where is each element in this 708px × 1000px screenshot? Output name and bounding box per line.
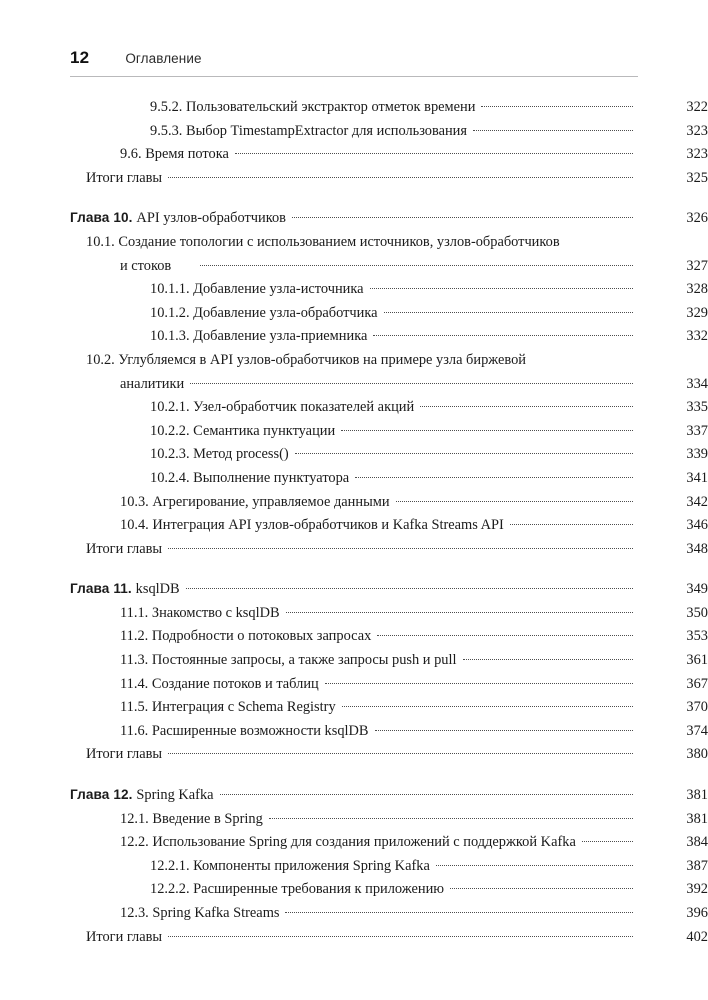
toc-entry-text — [120, 696, 336, 720]
dot-leader — [436, 865, 633, 866]
toc-entry-line — [120, 902, 638, 926]
toc-entry-title-cont: аналитики — [120, 375, 185, 392]
toc-entry-line-cont — [120, 255, 638, 279]
toc-entry-line-cont — [120, 373, 638, 397]
section-gap — [0, 767, 708, 783]
toc-entry-number: 10.1.3. — [150, 328, 194, 345]
toc-entry-title: Агрегирование, управляемое данными — [152, 493, 390, 510]
toc-entry-text — [150, 443, 289, 467]
toc-entry-title: Введение в Spring — [152, 810, 263, 827]
toc-entry-text — [120, 625, 371, 649]
toc-entry-number: 10.2.2. — [150, 422, 194, 439]
dot-leader — [200, 265, 633, 266]
toc-entry-title: Подробности о потоковых запросах — [151, 628, 372, 645]
toc-entry[interactable] — [105, 855, 708, 879]
toc-chapter-label: Глава 11. — [70, 581, 136, 597]
toc-entry-line — [120, 673, 638, 697]
toc-entry[interactable] — [86, 720, 708, 744]
toc-page-number: 367 — [686, 675, 708, 692]
toc-entry-title: Метод process() — [193, 446, 289, 463]
toc-page-number: 337 — [686, 422, 708, 439]
dot-leader — [220, 794, 633, 795]
toc-entry-title: Добавление узла-источника — [193, 281, 364, 298]
toc-entry[interactable] — [86, 538, 708, 562]
toc-page-number: 374 — [686, 722, 708, 739]
toc-entry[interactable] — [86, 602, 708, 626]
toc-entry-line — [150, 467, 638, 491]
toc-entry-line — [120, 491, 638, 515]
toc-entry-title: Создание топологии с использованием источников, узлов-обработчиков — [118, 233, 560, 250]
toc-entry-line — [70, 206, 638, 231]
toc-entry[interactable] — [86, 231, 708, 278]
toc-entry-number: 10.1.2. — [150, 304, 194, 321]
toc-entry-line — [150, 443, 638, 467]
toc-entry[interactable] — [86, 625, 708, 649]
toc-entry-text — [70, 206, 286, 231]
toc-entry-number: 12.2.2. — [150, 881, 194, 898]
toc-entry[interactable] — [86, 902, 708, 926]
toc-entry-line — [70, 577, 638, 602]
toc-entry-text — [150, 278, 364, 302]
dot-leader — [186, 588, 633, 589]
toc-entry-line — [120, 143, 638, 167]
toc-entry[interactable] — [86, 926, 708, 950]
toc-entry-line — [86, 167, 638, 191]
dot-leader — [355, 477, 633, 478]
toc-entry-number: 9.5.2. — [150, 99, 186, 115]
toc-entry[interactable] — [105, 878, 708, 902]
toc-page-number: 328 — [686, 281, 708, 298]
toc-group-chapter-12 — [0, 783, 708, 949]
toc-entry-line — [150, 878, 638, 902]
toc-page-number: 335 — [686, 399, 708, 416]
toc-entry-number: 11.1. — [120, 604, 152, 621]
dot-leader — [463, 659, 634, 660]
toc-entry-number: 12.2.1. — [150, 857, 194, 874]
toc-entry-title: Создание потоков и таблиц — [151, 675, 319, 692]
toc-entry[interactable] — [105, 302, 708, 326]
toc-page-number: 396 — [686, 905, 708, 921]
toc-entry-line — [150, 278, 638, 302]
toc-entry[interactable] — [70, 783, 708, 808]
toc-entry-number: 9.6. — [120, 146, 146, 163]
toc-entry-text — [120, 491, 390, 515]
toc-entry-title: Пользовательский экстрактор отметок времени — [185, 99, 476, 115]
dot-leader — [370, 288, 633, 289]
toc-entry-number: 11.5. — [120, 699, 152, 716]
toc-entry-line — [120, 649, 638, 673]
section-gap — [0, 190, 708, 206]
toc-entry-line — [120, 514, 638, 538]
toc-entry[interactable] — [86, 649, 708, 673]
page-folio-number: 12 — [70, 48, 90, 67]
toc-entry[interactable] — [105, 467, 708, 491]
toc-entry[interactable] — [105, 325, 708, 349]
toc-entry-line — [86, 231, 638, 255]
toc-entry-line — [120, 808, 638, 832]
toc-entry-line — [120, 602, 638, 626]
toc-entry-line — [150, 325, 638, 349]
toc-entry-text — [150, 96, 475, 120]
toc-entry-text — [150, 878, 444, 902]
toc-entry-text — [86, 743, 162, 767]
toc-page-number: 326 — [686, 210, 708, 227]
section-gap — [0, 561, 708, 577]
toc-entry-title: Узел-обработчик показателей акций — [193, 399, 415, 416]
toc-entry-title: API узлов-обработчиков — [136, 210, 286, 227]
toc-entry[interactable] — [86, 696, 708, 720]
toc-entry-title: Итоги главы — [86, 746, 163, 763]
toc-page-number: 348 — [686, 540, 708, 557]
toc-page-number: 349 — [686, 581, 708, 598]
dot-leader — [473, 130, 633, 131]
toc-entry-line — [150, 96, 638, 120]
dot-leader — [342, 706, 633, 707]
toc-entry-text — [70, 577, 180, 602]
toc-page-number: 322 — [686, 99, 708, 115]
toc-entry[interactable] — [105, 278, 708, 302]
dot-leader — [510, 524, 633, 525]
toc-entry-text — [120, 602, 280, 626]
dot-leader — [168, 753, 633, 754]
toc-entry-line — [150, 855, 638, 879]
toc-entry-title: Расширенные возможности ksqlDB — [151, 722, 369, 739]
toc-entry-line — [86, 926, 638, 950]
toc-entry-text — [120, 902, 279, 926]
toc-page-number: 327 — [686, 257, 708, 274]
toc-entry-number: 10.2.3. — [150, 446, 194, 463]
toc-entry-number: 11.6. — [120, 722, 152, 739]
dot-leader — [375, 730, 633, 731]
toc-entry-text — [150, 325, 367, 349]
toc-entry-line — [150, 120, 638, 144]
toc-entry-text — [70, 783, 214, 808]
toc-group-chapter-10 — [0, 206, 708, 561]
toc-entry-title: Использование Spring для создания приложений с поддержкой Kafka — [152, 834, 576, 851]
toc-entry[interactable] — [86, 831, 708, 855]
toc-entry[interactable] — [105, 120, 708, 144]
toc-entry-text — [86, 167, 162, 191]
toc-page-number: 387 — [686, 857, 708, 874]
toc-entry[interactable] — [86, 743, 708, 767]
toc-entry-number: 10.1. — [86, 233, 119, 250]
toc-entry-title: Итоги главы — [86, 540, 163, 557]
toc-chapter-label: Глава 10. — [70, 210, 137, 226]
toc-entry-title: Выбор TimestampExtractor для использования — [185, 122, 468, 139]
toc-entry-title: Добавление узла-приемника — [193, 328, 368, 345]
toc-page-number: 370 — [686, 699, 708, 716]
toc-entry-line — [86, 538, 638, 562]
toc-page-number: 384 — [686, 834, 708, 851]
toc-entry-number: 10.2.1. — [150, 399, 194, 416]
toc-entry-line — [120, 625, 638, 649]
toc-entry-title: Знакомство с ksqlDB — [151, 604, 280, 621]
table-of-contents — [0, 96, 708, 949]
toc-page-number: 323 — [686, 122, 708, 139]
toc-entry[interactable] — [86, 167, 708, 191]
toc-page-number: 381 — [686, 787, 708, 804]
toc-entry-title: Постоянные запросы, а также запросы push и pull — [151, 652, 457, 669]
toc-entry[interactable] — [86, 514, 708, 538]
toc-entry-title: Выполнение пунктуатора — [193, 469, 350, 486]
running-head — [70, 48, 638, 74]
toc-entry-number: 10.1.1. — [150, 281, 194, 298]
toc-page-number: 341 — [686, 469, 708, 486]
toc-entry[interactable] — [105, 420, 708, 444]
toc-entry-line — [150, 396, 638, 420]
toc-entry-text — [120, 720, 369, 744]
toc-page-number: 380 — [686, 746, 708, 763]
toc-entry-text — [150, 420, 335, 444]
toc-entry-title: Расширенные требования к приложению — [193, 881, 445, 898]
toc-entry-number: 12.1. — [120, 810, 153, 827]
toc-entry-text — [120, 831, 576, 855]
toc-entry-text — [120, 649, 457, 673]
toc-entry-title: Интеграция API узлов-обработчиков и Kafka Streams API — [152, 517, 504, 534]
toc-entry-text — [120, 143, 229, 167]
toc-entry-title: Углубляемся в API узлов-обработчиков на примере узла биржевой — [118, 351, 527, 368]
dot-leader — [373, 335, 633, 336]
dot-leader — [168, 177, 633, 178]
toc-entry-line — [150, 420, 638, 444]
running-head-title: Оглавление — [125, 51, 202, 66]
toc-entry-title: Компоненты приложения Spring Kafka — [193, 857, 430, 874]
dot-leader — [168, 936, 633, 937]
toc-entry-number: 9.5.3. — [150, 122, 186, 139]
dot-leader — [285, 912, 633, 913]
toc-entry[interactable] — [86, 491, 708, 515]
toc-entry-line — [150, 302, 638, 326]
dot-leader — [168, 548, 633, 549]
toc-entry-title: Время потока — [145, 146, 229, 163]
toc-entry-title: Добавление узла-обработчика — [193, 304, 378, 321]
toc-entry-number: 11.4. — [120, 675, 152, 692]
dot-leader — [481, 106, 633, 107]
toc-page-number: 402 — [686, 928, 708, 945]
toc-entry-title: ksqlDB — [135, 581, 180, 598]
dot-leader — [420, 406, 633, 407]
toc-entry-line — [86, 349, 638, 373]
toc-entry[interactable] — [86, 143, 708, 167]
toc-page-number: 353 — [686, 628, 708, 645]
toc-entry-number: 12.3. — [120, 905, 153, 921]
toc-group-chapter-11 — [0, 577, 708, 767]
dot-leader — [292, 217, 633, 218]
dot-leader — [377, 635, 633, 636]
toc-entry-text — [150, 302, 378, 326]
toc-entry[interactable] — [105, 96, 708, 120]
dot-leader — [269, 818, 633, 819]
dot-leader — [295, 453, 633, 454]
dot-leader — [582, 841, 633, 842]
toc-entry-line — [86, 743, 638, 767]
dot-leader — [450, 888, 633, 889]
toc-page-number: 392 — [686, 881, 708, 898]
toc-entry-number: 11.2. — [120, 628, 152, 645]
toc-page-number: 346 — [686, 517, 708, 534]
toc-entry-number: 10.2. — [86, 351, 119, 368]
toc-entry-text — [150, 120, 467, 144]
toc-entry-number: 12.2. — [120, 834, 153, 851]
toc-entry[interactable] — [86, 808, 708, 832]
toc-page-number: 323 — [686, 146, 708, 163]
toc-entry-number: 11.3. — [120, 652, 152, 669]
toc-entry-text — [150, 396, 414, 420]
toc-entry-number: 10.3. — [120, 493, 153, 510]
toc-entry-number: 10.4. — [120, 517, 153, 534]
dot-leader — [396, 501, 633, 502]
toc-page-number: 361 — [686, 652, 708, 669]
toc-page-number: 350 — [686, 604, 708, 621]
toc-entry-line — [120, 831, 638, 855]
toc-entry-line — [70, 783, 638, 808]
toc-group-chapter-9-tail — [0, 96, 708, 190]
toc-page-number: 342 — [686, 493, 708, 510]
toc-entry-text — [120, 514, 504, 538]
toc-page-number: 325 — [686, 169, 708, 186]
toc-entry-title-cont: и стоков — [120, 257, 172, 274]
toc-page-number: 334 — [686, 375, 708, 392]
toc-entry-title: Интеграция с Schema Registry — [151, 699, 336, 716]
toc-page-number: 339 — [686, 446, 708, 463]
toc-page-number: 329 — [686, 304, 708, 321]
dot-leader — [384, 312, 633, 313]
toc-entry-text — [150, 855, 430, 879]
toc-entry-text — [120, 808, 263, 832]
toc-entry-line — [120, 720, 638, 744]
toc-entry[interactable] — [105, 443, 708, 467]
dot-leader — [190, 383, 633, 384]
toc-entry-title: Итоги главы — [86, 928, 163, 945]
dot-leader — [286, 612, 633, 613]
toc-entry-text — [120, 673, 319, 697]
toc-entry-text — [86, 926, 162, 950]
toc-entry-title: Итоги главы — [86, 169, 163, 186]
toc-entry-number: 10.2.4. — [150, 469, 194, 486]
toc-entry[interactable] — [70, 206, 708, 231]
toc-page-number: 381 — [686, 810, 708, 827]
toc-page-number: 332 — [686, 328, 708, 345]
toc-entry-title: Spring Kafka Streams — [152, 905, 280, 921]
dot-leader — [341, 430, 633, 431]
toc-entry-text — [150, 467, 349, 491]
toc-chapter-label: Глава 12. — [70, 787, 137, 803]
toc-entry-title: Spring Kafka — [136, 787, 214, 804]
dot-leader — [325, 683, 633, 684]
running-head-rule — [70, 76, 638, 77]
toc-entry[interactable] — [86, 349, 708, 396]
toc-entry-text — [86, 538, 162, 562]
dot-leader — [235, 153, 633, 154]
toc-entry[interactable] — [86, 673, 708, 697]
toc-entry-line — [120, 696, 638, 720]
toc-entry-title: Семантика пунктуации — [193, 422, 336, 439]
toc-entry[interactable] — [70, 577, 708, 602]
toc-entry[interactable] — [105, 396, 708, 420]
